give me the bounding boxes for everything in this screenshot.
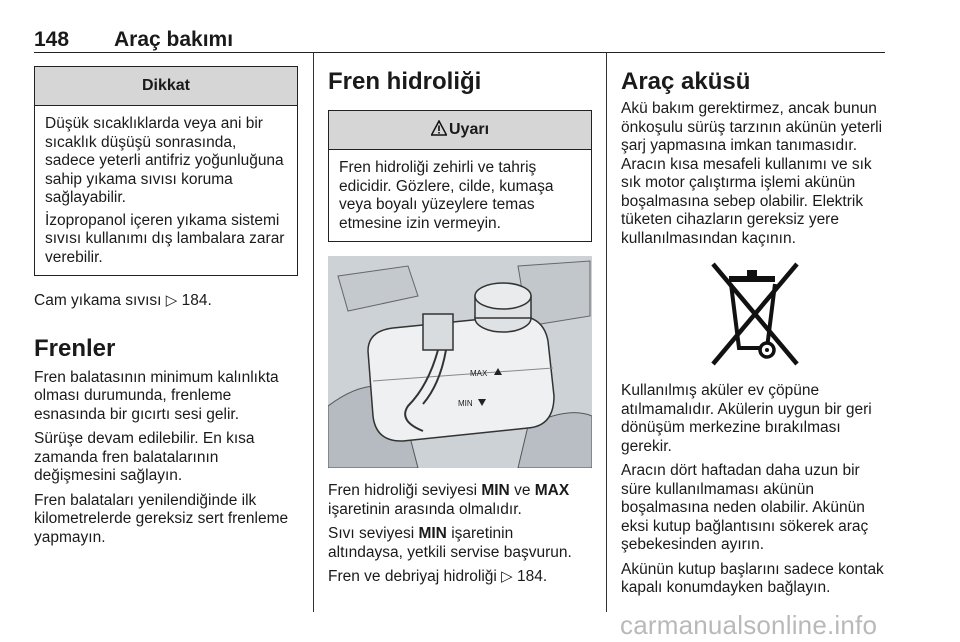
notice-paragraph: Düşük sıcaklıklarda veya ani bir sıcaklık düşüşü sonrasında, sadece yeterli antifriz yoğunluğuna sahip yıkama sıvısı koruma sağlayabilir. — [45, 115, 284, 206]
clutch-ref-text: Fren ve debriyaj hidroliği — [328, 568, 497, 585]
brake-fluid-heading: Fren hidroliği — [328, 68, 482, 95]
weee-symbol — [621, 256, 886, 374]
battery-paragraph: Akü bakım gerektirmez, ancak bunun önkoşulu sürüş tarzının akünün yeterli şarj yapmasına imkan tanımasıdır. Aracın kısa mesafeli kullanımı ve sık sık motor çalıştırma işlemi akünün boşalmasına sebep olabilir. Elektrik tüketen cihazların gereksiz yere kullanılmasından kaçının. — [621, 100, 883, 247]
battery-paragraph: Aracın dört haftadan daha uzun bir süre kullanılmaması akünün boşalmasına neden olabilir. Akünün eksi kutup bağlantısını sökerek araç şebekesinden ayırın. — [621, 462, 869, 553]
notice-box — [34, 66, 298, 276]
level-max-label: MAX — [534, 482, 570, 499]
level-text — [328, 482, 592, 519]
level-text-part: Fren hidroliği seviyesi — [328, 482, 478, 499]
warning-triangle-icon — [431, 120, 447, 136]
below-min-part: Sıvı seviyesi — [328, 525, 415, 542]
page-number: 148 — [34, 28, 70, 51]
below-min-text — [328, 525, 592, 562]
brakes-paragraph: Sürüşe devam edilebilir. En kısa zamanda fren balatalarının değişmesini sağlayın. — [34, 430, 255, 484]
clutch-ref-page[interactable]: 184. — [517, 568, 548, 585]
min-mark-label: MIN — [458, 399, 473, 408]
washer-fluid-ref — [34, 292, 298, 311]
level-text-part: işaretinin arasında olmalıdır. — [328, 500, 522, 518]
max-mark-label: MAX — [470, 369, 488, 378]
washer-ref-text: Cam yıkama sıvısı — [34, 292, 162, 309]
column-right — [621, 52, 886, 604]
column-divider — [313, 52, 314, 612]
clutch-fluid-ref — [328, 568, 592, 587]
column-divider — [606, 52, 607, 612]
page-header — [34, 24, 885, 53]
washer-ref-page[interactable]: 184. — [181, 292, 212, 309]
battery-heading: Araç aküsü — [621, 68, 751, 95]
warning-text: Fren hidroliği zehirli ve tahriş edicidir. Gözlere, cilde, kumaşa veya boyalı yüzeylere temas etmesine izin vermeyin. — [339, 159, 554, 232]
brakes-heading: Frenler — [34, 334, 116, 362]
column-left — [34, 52, 298, 553]
brakes-paragraph: Fren balatasının minimum kalınlıkta olması durumunda, frenleme esnasında bir gıcırtı sesi gelir. — [34, 368, 279, 423]
page-ref-arrow-icon: ▷ — [501, 568, 513, 585]
below-min-label: MIN — [418, 525, 447, 542]
page-ref-arrow-icon: ▷ — [165, 292, 178, 309]
warning-box — [328, 110, 592, 242]
battery-paragraph: Akünün kutup başlarını sadece kontak kapalı konumdayken bağlayın. — [621, 560, 884, 596]
brake-fluid-reservoir-illustration — [328, 256, 592, 468]
warning-title: Uyarı — [448, 121, 490, 138]
warning-header — [329, 111, 591, 150]
notice-title: Dikkat — [35, 67, 297, 106]
level-text-part: ve — [514, 482, 531, 499]
section-title: Araç bakımı — [114, 28, 234, 51]
level-min-label: MIN — [481, 482, 510, 499]
column-middle — [328, 52, 592, 593]
crossed-bin-icon — [701, 256, 811, 374]
battery-paragraph: Kullanılmış aküler ev çöpüne atılmamalıdır. Akülerin uygun bir geri dönüşüm merkezine bırakılması gerekir. — [621, 382, 872, 455]
below-min-part: işaretinin altındaysa, yetkili servise başvurun. — [328, 525, 572, 561]
watermark: carmanualsonline.info — [620, 610, 878, 640]
brakes-paragraph: Fren balataları yenilendiğinde ilk kilometrelerde gereksiz sert frenleme yapmayın. — [34, 491, 289, 546]
notice-paragraph: İzopropanol içeren yıkama sistemi sıvısı kullanımı dış lambalara zarar verebilir. — [45, 211, 285, 266]
